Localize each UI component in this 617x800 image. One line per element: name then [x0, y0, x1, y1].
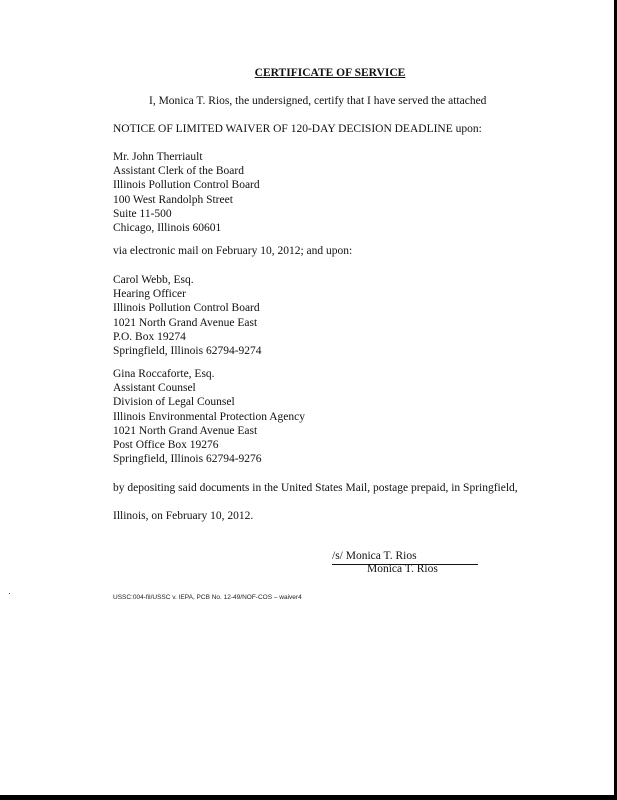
document-footer-reference: USSC:004-fil/USSC v. IEPA, PCB No. 12-49/NOF-COS – waiver4 — [113, 594, 302, 601]
scan-border-bottom — [0, 795, 617, 800]
address-line: Post Office Box 19276 — [113, 439, 219, 452]
address-line: Hearing Officer — [113, 288, 186, 301]
address-line: Gina Roccaforte, Esq. — [113, 368, 215, 380]
recipient-address-3 — [113, 367, 305, 466]
address-line: Chicago, Illinois 60601 — [113, 222, 222, 235]
delivery-method-email: via electronic mail on February 10, 2012; and upon: — [113, 245, 353, 257]
scan-speck — [9, 593, 10, 594]
signature-line: /s/ Monica T. Rios — [332, 550, 478, 565]
certification-intro: I, Monica T. Rios, the undersigned, certify that I have served the attached — [149, 95, 487, 107]
address-line: Springfield, Illinois 62794-9274 — [113, 345, 262, 358]
delivery-date-line: Illinois, on February 10, 2012. — [113, 510, 254, 522]
address-line: P.O. Box 19274 — [113, 330, 186, 343]
address-line: Illinois Pollution Control Board — [113, 302, 260, 315]
address-line: Division of Legal Counsel — [113, 396, 235, 409]
recipient-address-1 — [113, 150, 260, 235]
address-line: Illinois Environmental Protection Agency — [113, 410, 305, 423]
address-line: Illinois Pollution Control Board — [113, 179, 260, 192]
address-line: Assistant Counsel — [113, 382, 196, 395]
address-line: Suite 11-500 — [113, 207, 172, 220]
address-line: Assistant Clerk of the Board — [113, 165, 244, 178]
address-line: 1021 North Grand Avenue East — [113, 316, 258, 329]
signer-name: Monica T. Rios — [367, 563, 438, 575]
recipient-address-2 — [113, 273, 262, 358]
address-line: Carol Webb, Esq. — [113, 274, 194, 286]
delivery-method-mail: by depositing said documents in the United States Mail, postage prepaid, in Springfield, — [113, 482, 518, 494]
certificate-title: CERTIFICATE OF SERVICE — [254, 67, 406, 79]
address-line: 1021 North Grand Avenue East — [113, 424, 258, 437]
address-line: Mr. John Therriault — [113, 151, 203, 163]
served-document-line: NOTICE OF LIMITED WAIVER OF 120-DAY DECISION DEADLINE upon: — [113, 123, 482, 135]
address-line: Springfield, Illinois 62794-9276 — [113, 453, 262, 466]
address-line: 100 West Randolph Street — [113, 193, 233, 206]
